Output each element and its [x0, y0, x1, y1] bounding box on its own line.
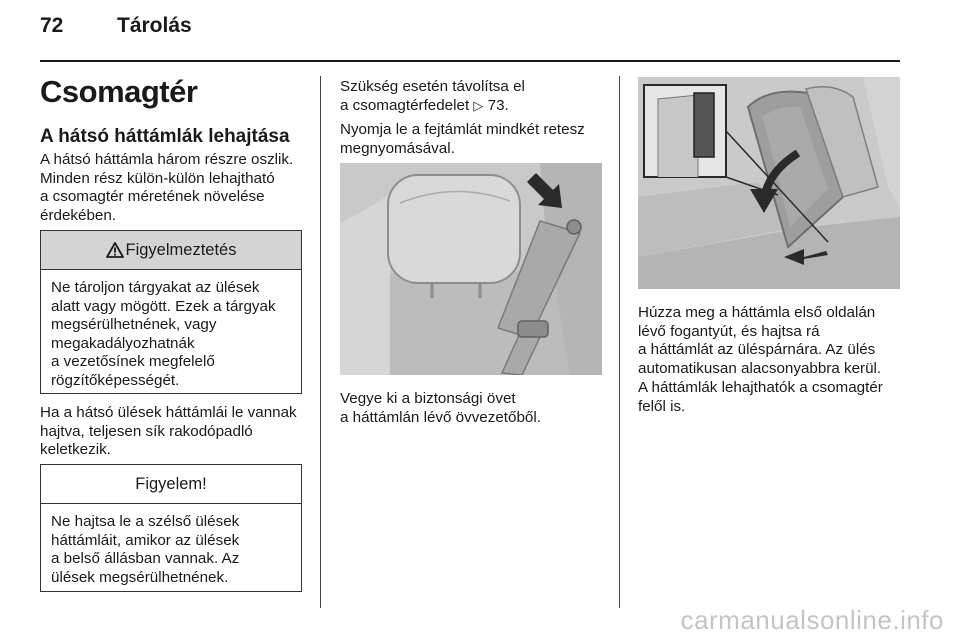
notice-text: Ne hajtsa le a szélső ülések háttámláit, amikor az ülések a belső állásban vannak. Az ülések megsérülhetnének.: [51, 513, 240, 586]
page-title: Csomagtér: [40, 74, 198, 109]
notice-title: Figyelem!: [135, 474, 207, 493]
seatback-folding-illustration: [638, 77, 900, 289]
warning-text: Ne tároljon tárgyakat az ülések alatt vagy mögött. Ezek a tárgyak megsérülhetnének, vagy megakadályozhatnák a vezetősínek megfelelő rögzítőképességét.: [51, 279, 276, 389]
warning-triangle-icon: [106, 242, 124, 258]
floor-paragraph: Ha a hátsó ülések háttámlái le vannak hajtva, teljesen sík rakodópadló keletkezik.: [40, 404, 297, 459]
cover-text: Szükség esetén távolítsa el a csomagtérfedelet: [340, 78, 525, 114]
column-divider-2: [619, 76, 620, 608]
column-divider-1: [320, 76, 321, 608]
page-reference-icon: ▷: [473, 97, 484, 113]
intro-paragraph: A hátsó háttámla három részre oszlik. Minden rész külön-külön lehajtható a csomagtér méretének növelése érdekében.: [40, 151, 294, 224]
warning-header: [41, 231, 301, 270]
header-rule: [40, 60, 900, 62]
watermark: carmanualsonline.info: [680, 605, 944, 635]
warning-box: [40, 230, 302, 394]
warning-title: Figyelmeztetés: [125, 240, 237, 259]
headrest-paragraph: Nyomja le a fejtámlát mindkét retesz megnyomásával.: [340, 121, 585, 157]
section-heading: Tárolás: [117, 14, 192, 37]
seatbelt-caption: Vegye ki a biztonsági övet a háttámlán lévő övvezetőből.: [340, 390, 541, 426]
notice-box: [40, 464, 302, 592]
cover-paragraph: [340, 78, 610, 115]
section-subtitle: A hátsó háttámlák lehajtása: [40, 126, 290, 147]
fold-instructions: Húzza meg a háttámla első oldalán lévő fogantyút, és hajtsa rá a háttámlát az üléspárnára. Az ülés automatikusan alacsonyabbra kerül.: [638, 304, 882, 377]
notice-header: [41, 465, 301, 504]
seatbelt-illustration: [340, 163, 602, 375]
page-number: 72: [40, 14, 64, 37]
page-reference[interactable]: 73.: [487, 96, 509, 114]
trunk-side-note: A háttámlák lehajthatók a csomagtér felől is.: [638, 379, 883, 415]
